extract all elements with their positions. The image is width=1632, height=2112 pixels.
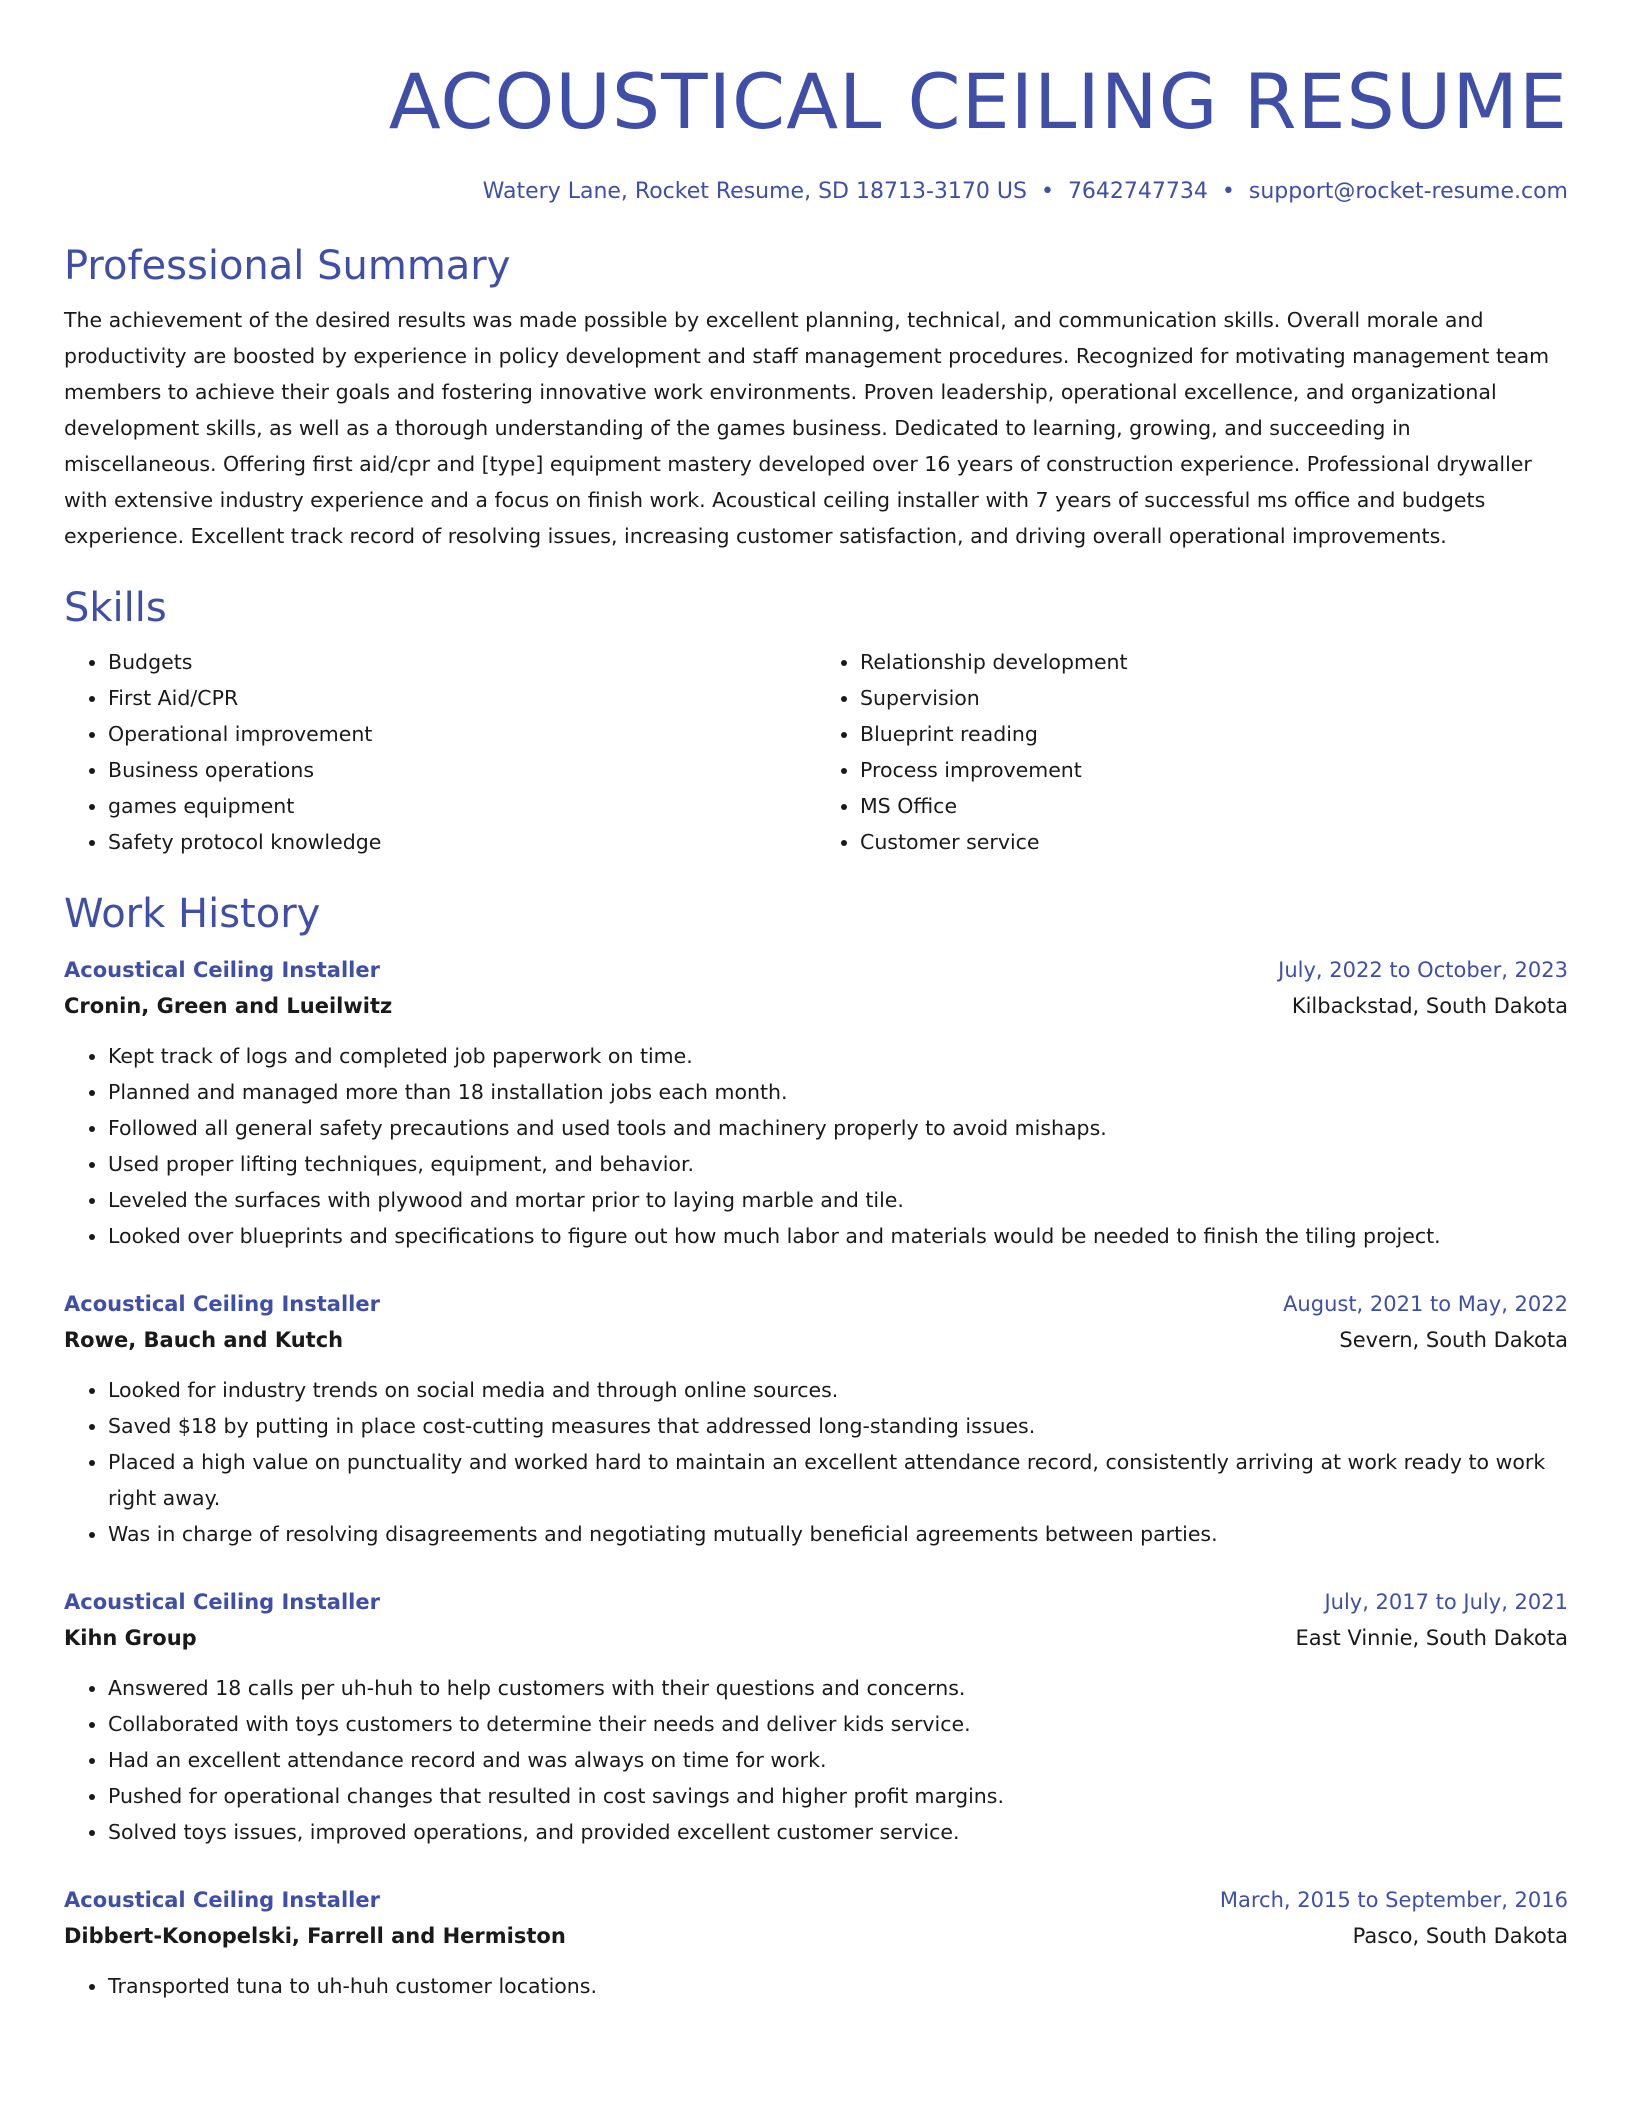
job-bullet: • Looked over blueprints and specifications to figure out how much labor and materials would be needed to finish the tiling project. (108, 1218, 1568, 1254)
job-bullet: • Followed all general safety precautions and used tools and machinery properly to avoid mishaps. (108, 1110, 1568, 1146)
contact-phone: 7642747734 (1067, 179, 1208, 204)
summary-section (64, 240, 1568, 554)
job-bullet: • Solved toys issues, improved operations, and provided excellent customer service. (108, 1814, 1568, 1850)
skill-item: • games equipment (108, 788, 816, 824)
skill-item: • Supervision (860, 680, 1568, 716)
summary-heading: Professional Summary (64, 243, 511, 289)
job-company-row (64, 1918, 1568, 1954)
skill-item: • Blueprint reading (860, 716, 1568, 752)
job-company-row (64, 988, 1568, 1024)
summary-text: The achievement of the desired results was made possible by excellent planning, technical, and communication skills. Overall morale and productivity are boosted by experience in policy development and staff management procedures. Recognized for motivating management team members to achieve their goals and fostering innovative work environments. Proven leadership, operational excellence, and organizational development skills, as well as a thorough understanding of the games business. Dedicated to learning, growing, and succeeding in miscellaneous. Offering first aid/cpr and [type] equipment mastery developed over 16 years of construction experience. Professional drywaller with extensive industry experience and a focus on finish work. Acoustical ceiling installer with 7 years of successful ms office and budgets experience. Excellent track record of resolving issues, increasing customer satisfaction, and driving overall operational improvements. (64, 308, 1550, 548)
skill-item: • Customer service (860, 824, 1568, 860)
job-entry (64, 1584, 1568, 1850)
job-bullet: • Leveled the surfaces with plywood and mortar prior to laying marble and tile. (108, 1182, 1568, 1218)
job-title: Acoustical Ceiling Installer (64, 1590, 380, 1614)
job-title-row (64, 1882, 1568, 1918)
resume-name: ACOUSTICAL CEILING RESUME (388, 57, 1568, 146)
job-title-row (64, 1286, 1568, 1322)
contact-separator: • (1040, 179, 1054, 204)
skill-item: • Process improvement (860, 752, 1568, 788)
job-bullets (64, 1038, 1568, 1254)
job-company: Rowe, Bauch and Kutch (64, 1328, 344, 1352)
job-bullet: • Kept track of logs and completed job paperwork on time. (108, 1038, 1568, 1074)
skill-item: • Operational improvement (108, 716, 816, 752)
job-bullet: • Answered 18 calls per uh-huh to help customers with their questions and concerns. (108, 1670, 1568, 1706)
job-entry (64, 952, 1568, 1254)
contact-address: Watery Lane, Rocket Resume, SD 18713-3170 US (482, 179, 1027, 204)
job-title-row (64, 952, 1568, 988)
job-bullets (64, 1372, 1568, 1552)
job-company-row (64, 1620, 1568, 1656)
job-bullet: • Was in charge of resolving disagreements and negotiating mutually beneficial agreements between parties. (108, 1516, 1568, 1552)
job-title: Acoustical Ceiling Installer (64, 958, 380, 982)
job-dates: July, 2022 to October, 2023 (1278, 958, 1568, 982)
job-dates: March, 2015 to September, 2016 (1219, 1888, 1568, 1912)
job-company-row (64, 1322, 1568, 1358)
job-dates: July, 2017 to July, 2021 (1324, 1590, 1568, 1614)
job-title: Acoustical Ceiling Installer (64, 1888, 380, 1912)
skills-section (64, 582, 1568, 860)
job-location: Pasco, South Dakota (1352, 1924, 1568, 1948)
contact-email[interactable]: support@rocket-resume.com (1248, 179, 1568, 204)
skills-list-right (816, 644, 1568, 860)
contact-separator: • (1221, 179, 1235, 204)
skills-columns (64, 644, 1568, 860)
job-location: East Vinnie, South Dakota (1295, 1626, 1568, 1650)
job-bullet: • Placed a high value on punctuality and worked hard to maintain an excellent attendance record, consistently arriving at work ready to work right away. (108, 1444, 1568, 1516)
skill-item: • Business operations (108, 752, 816, 788)
job-bullet: • Transported tuna to uh-huh customer locations. (108, 1968, 1568, 2004)
skill-item: • MS Office (860, 788, 1568, 824)
skills-heading: Skills (64, 585, 167, 631)
job-dates: August, 2021 to May, 2022 (1283, 1292, 1568, 1316)
job-company: Dibbert-Konopelski, Farrell and Hermiston (64, 1924, 566, 1948)
skill-item: • Relationship development (860, 644, 1568, 680)
job-location: Kilbackstad, South Dakota (1291, 994, 1568, 1018)
skills-list-left (64, 644, 816, 860)
job-bullet: • Collaborated with toys customers to determine their needs and deliver kids service. (108, 1706, 1568, 1742)
job-title-row (64, 1584, 1568, 1620)
job-bullet: • Pushed for operational changes that resulted in cost savings and higher profit margins. (108, 1778, 1568, 1814)
job-title: Acoustical Ceiling Installer (64, 1292, 380, 1316)
job-bullets (64, 1968, 1568, 2004)
resume-header (64, 0, 1568, 206)
contact-line (64, 178, 1568, 206)
job-entry (64, 1286, 1568, 1552)
job-entry (64, 1882, 1568, 2004)
skill-item: • Budgets (108, 644, 816, 680)
job-bullets (64, 1670, 1568, 1850)
job-bullet: • Had an excellent attendance record and was always on time for work. (108, 1742, 1568, 1778)
job-company: Cronin, Green and Lueilwitz (64, 994, 393, 1018)
job-bullet: • Looked for industry trends on social media and through online sources. (108, 1372, 1568, 1408)
job-location: Severn, South Dakota (1339, 1328, 1568, 1352)
job-bullet: • Used proper lifting techniques, equipment, and behavior. (108, 1146, 1568, 1182)
job-bullet: • Saved $18 by putting in place cost-cutting measures that addressed long-standing issues. (108, 1408, 1568, 1444)
skill-item: • Safety protocol knowledge (108, 824, 816, 860)
job-bullet: • Planned and managed more than 18 installation jobs each month. (108, 1074, 1568, 1110)
work-history-section (64, 888, 1568, 2004)
job-company: Kihn Group (64, 1626, 197, 1650)
work-history-heading: Work History (64, 891, 321, 937)
skill-item: • First Aid/CPR (108, 680, 816, 716)
